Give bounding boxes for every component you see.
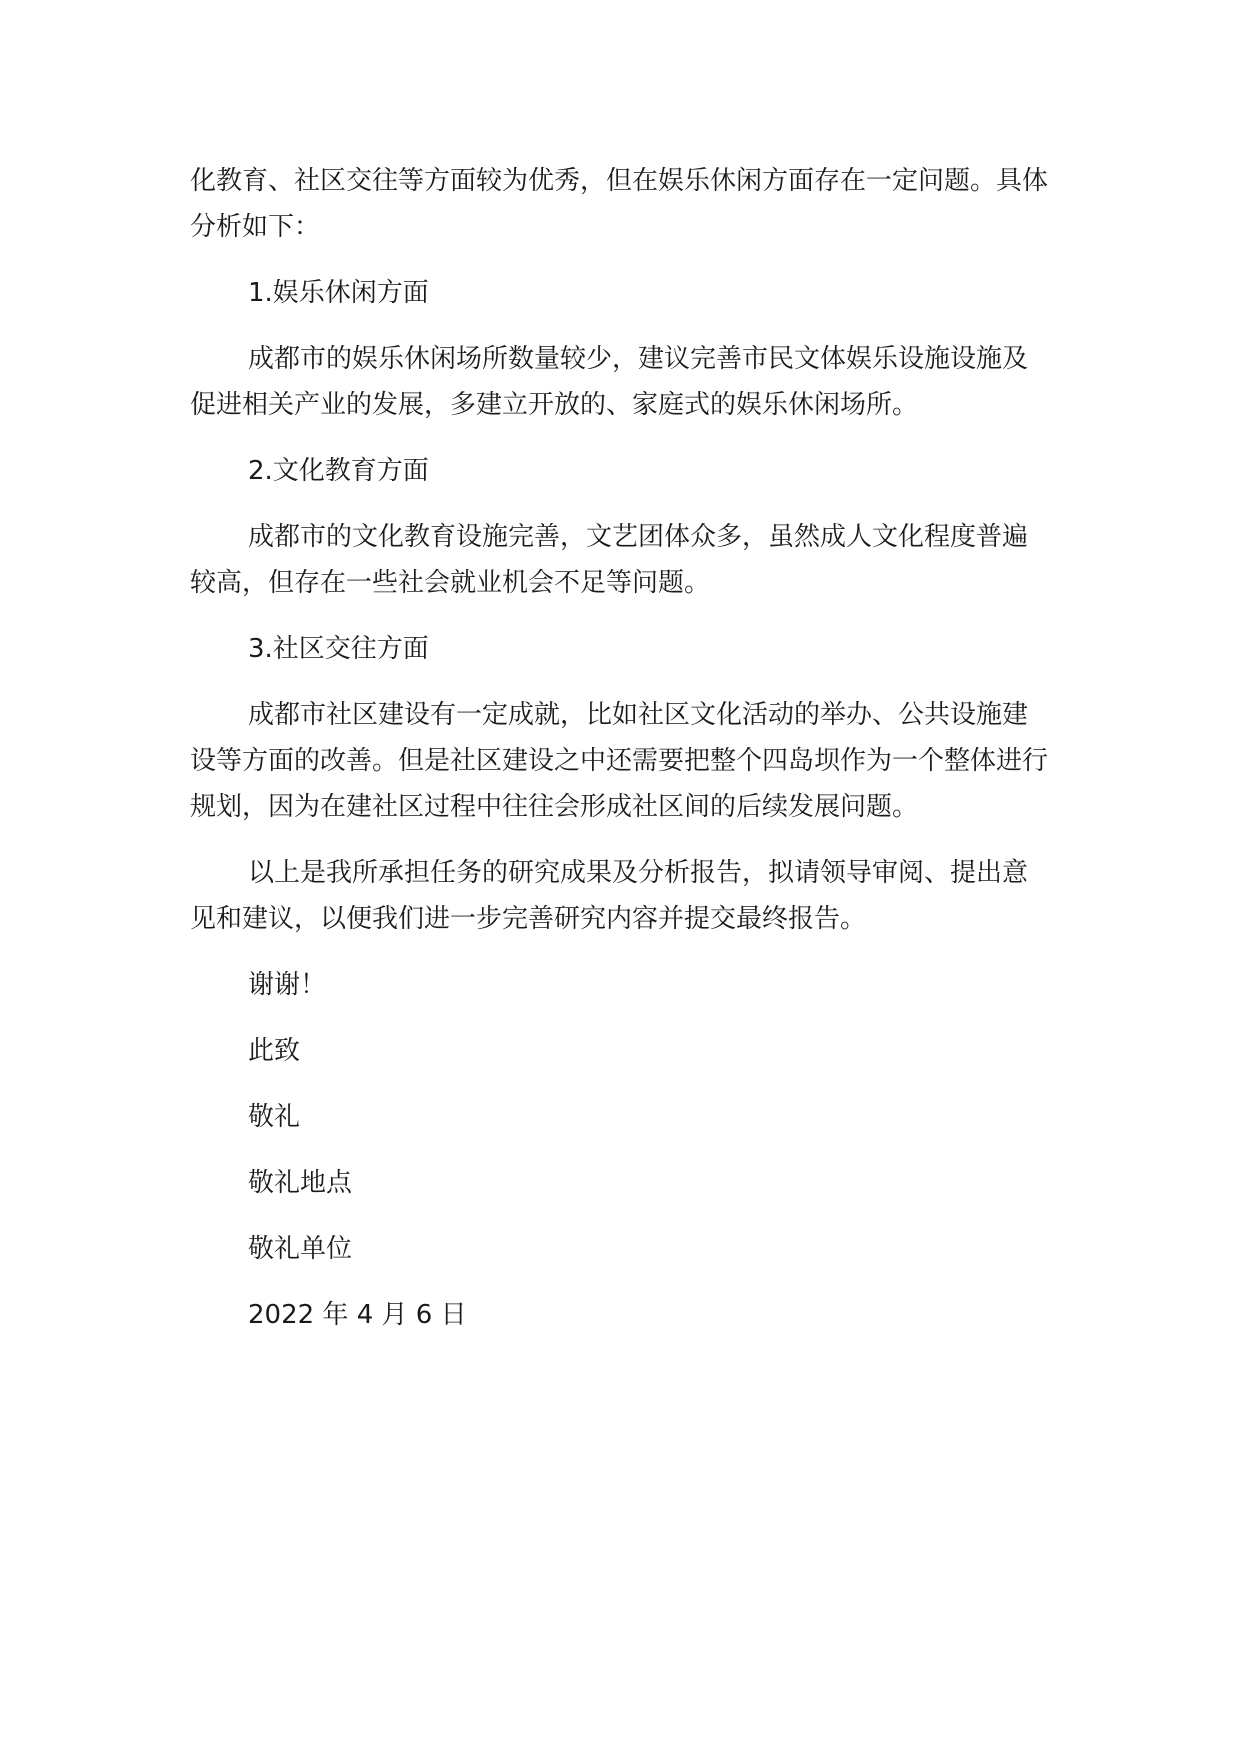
closing-salutation: 此致 xyxy=(248,1036,301,1066)
closing-organization: 敬礼单位 xyxy=(248,1234,353,1264)
document-body xyxy=(190,158,1050,1338)
section-heading-community: 3.社区交往方面 xyxy=(248,634,429,664)
section-heading-entertainment: 1.娱乐休闲方面 xyxy=(248,278,429,308)
paragraph-community: 成都市社区建设有一定成就，比如社区文化活动的举办、公共设施建设等方面的改善。但是社区建设之中还需要把整个四岛坝作为一个整体进行规划，因为在建社区过程中往往会形成社区间的后续发展问题。 xyxy=(190,700,1049,822)
paragraph-education: 成都市的文化教育设施完善，文艺团体众多，虽然成人文化程度普遍较高，但存在一些社会就业机会不足等问题。 xyxy=(190,522,1029,598)
paragraph-conclusion: 以上是我所承担任务的研究成果及分析报告，拟请领导审阅、提出意见和建议，以便我们进一步完善研究内容并提交最终报告。 xyxy=(190,858,1029,934)
closing-date: 2022 年 4 月 6 日 xyxy=(248,1300,467,1330)
closing-location: 敬礼地点 xyxy=(248,1168,353,1198)
closing-regards: 敬礼 xyxy=(248,1102,301,1132)
paragraph-entertainment: 成都市的娱乐休闲场所数量较少，建议完善市民文体娱乐设施设施及促进相关产业的发展，多建立开放的、家庭式的娱乐休闲场所。 xyxy=(190,344,1029,420)
section-heading-education: 2.文化教育方面 xyxy=(248,456,429,486)
closing-thanks: 谢谢！ xyxy=(248,970,327,1000)
paragraph-continuation: 化教育、社区交往等方面较为优秀，但在娱乐休闲方面存在一定问题。具体分析如下： xyxy=(190,166,1049,242)
